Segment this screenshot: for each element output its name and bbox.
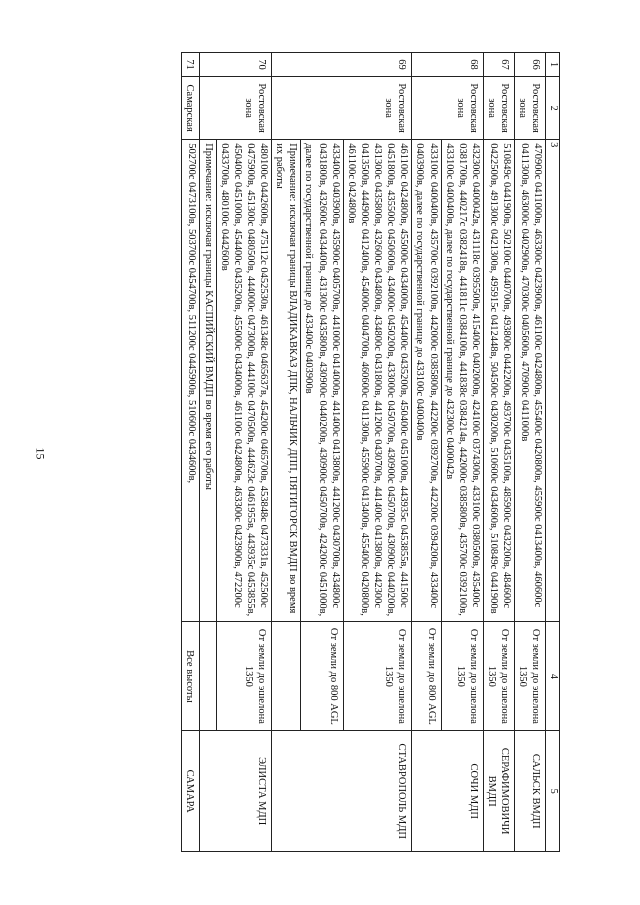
coords-cell: 432300с 0400042в, 431118с 0395500в, 415400с 0402000в, 424100с 0374300в, 433100с 0380500в, 435400с 0381700в, 440217с 0382418в, 441811с 0384100в, 441838с 0384214в, 442000с 0385800в, 435700с 0392100в, 433100с 0400400в, далее по государственной границе до 432300с 0400042в — [441, 140, 483, 622]
coords-cell: 461100с 0424800в, 455000с 0434000в, 454400с 0435200в, 450400с 0451000в, 443935с 0453855в, 441500с 0451800в, 435500с 0450600в, 434000с 0450200в, 433000с 0450700в, 430900с 0450700в, 430900с 0440200в, 431300с 0435800в, 432600с 0434800в, 434800с 0431800в, 441200с 0430700в, 441400с 0413800в, 442300с 0413500в, 444900с 0412400в, 454000с 0404700в, 460600с 0411300в, 455900с 0413400в, 455400с 0420800в, 461100с 0424800в — [343, 140, 412, 622]
altitude-cell: От земли до эшелона 1350 — [515, 622, 546, 731]
zone-cell: Ростовская зона — [484, 77, 515, 140]
coords-cell: 433400с 0403900в, 435900с 0405700в, 441000с 0414000в, 441400с 0413800в, 441200с 0430700в, 434800с 0431800в, 432600с 0434400в, 431300с 0435800в, 430900с 0440200в, 430900с 0450700в, 424200с 0451000в, далее по государственной границе до 433400с 0403900в — [301, 140, 343, 622]
coords-cell: 510849с 0441900в, 502100с 0440700в, 493800с 0442200в, 493700с 0435100в, 485900с 0432200в, 484600с 0422500в, 491300с 0421300в, 495915с 0412448в, 504500с 0430200в, 510600с 0434600в, 510849с 0441900в — [484, 140, 515, 622]
row-number: 66 — [515, 53, 546, 77]
table-row — [515, 53, 546, 852]
table-row — [484, 53, 515, 852]
altitude-cell: От земли до 800 AGL — [301, 622, 343, 731]
table-row — [182, 53, 200, 852]
rotated-table-container — [90, 52, 560, 852]
header-col-2: 2 — [546, 77, 560, 140]
row-number: 67 — [484, 53, 515, 77]
altitude-cell: Все высоты — [182, 622, 200, 731]
header-row — [546, 53, 560, 852]
row-number: 69 — [272, 53, 412, 77]
airspace-table — [181, 52, 560, 852]
header-col-4: 4 — [546, 622, 560, 731]
coords-cell: 433100с 0400400в, 435700с 0392100в, 442000с 0385800в, 442200с 0392700в, 442200с 0394200в, 433400с 0403900в, далее по государственной границе до 433100с 0400400в — [412, 140, 441, 622]
row-number: 70 — [200, 53, 272, 77]
altitude-cell: От земли до эшелона 1350 — [441, 622, 483, 731]
table-row — [343, 53, 412, 852]
altitude-cell: От земли до 800 AGL — [412, 622, 441, 731]
header-col-3: 3 — [546, 140, 560, 622]
zone-cell: Самарская — [182, 77, 200, 140]
note-cell: Примечание: исключая границы КАСПИЙСКИЙ ВМДП во время его работы — [200, 140, 216, 622]
unit-cell: СТАВРОПОЛЬ МДП — [272, 731, 412, 852]
page-number: 15 — [33, 447, 48, 460]
zone-cell: Ростовская зона — [272, 77, 412, 140]
header-col-5: 5 — [546, 731, 560, 852]
unit-cell: СОЧИ МДП — [412, 731, 484, 852]
table-row — [216, 53, 272, 852]
note-cell: Примечание: исключая границы ВЛАДИКАВКАЗ ДПК, НАЛЬЧИК ДПП, ПЯТИГОРСК ВМДП во время их работы — [272, 140, 301, 622]
unit-cell: САМАРА — [182, 731, 200, 852]
row-number: 71 — [182, 53, 200, 77]
coords-cell: 480100с 0442600в, 475112с 0452530в, 461348с 0465637в, 454200с 0465700в, 453848с 0473331в, 452500с 0475900в, 451300с 0480500в, 444000с 0473000в, 444100с 0470500в, 444623с 0461955в, 443935с 0453855в, 450400с 0451000в, 454400с 0435200в, 455000с 0434000в, 461100с 0424800в, 463300с 0423900в, 472200с 0433700в, 480100с 0442600в — [216, 140, 272, 622]
altitude-cell: От земли до эшелона 1350 — [343, 622, 412, 731]
coords-cell: 502700с 0473100в, 503700с 0454700в, 511200с 0445900в, 510600с 0434600в, — [182, 140, 200, 622]
zone-cell: Ростовская зона — [200, 77, 272, 140]
table-row — [441, 53, 483, 852]
unit-cell: СЕРАФИМОВИЧИ ВМДП — [484, 731, 515, 852]
altitude-cell: От земли до эшелона 1350 — [216, 622, 272, 731]
altitude-cell: От земли до эшелона 1350 — [484, 622, 515, 731]
unit-cell: ЭЛИСТА МДП — [200, 731, 272, 852]
unit-cell: САЛЬСК ВМДП — [515, 731, 546, 852]
zone-cell: Ростовская зона — [412, 77, 484, 140]
empty-cell — [272, 622, 301, 731]
row-number: 68 — [412, 53, 484, 77]
coords-cell: 470900с 0411000в, 463300с 0423900в, 461100с 0424800в, 455400с 0420800в, 455900с 0413400в, 460600с 0411300в, 463000с 0402900в, 470300с 0405600в, 470900с 0411000в — [515, 140, 546, 622]
zone-cell: Ростовская зона — [515, 77, 546, 140]
header-col-1: 1 — [546, 53, 560, 77]
empty-cell — [200, 622, 216, 731]
